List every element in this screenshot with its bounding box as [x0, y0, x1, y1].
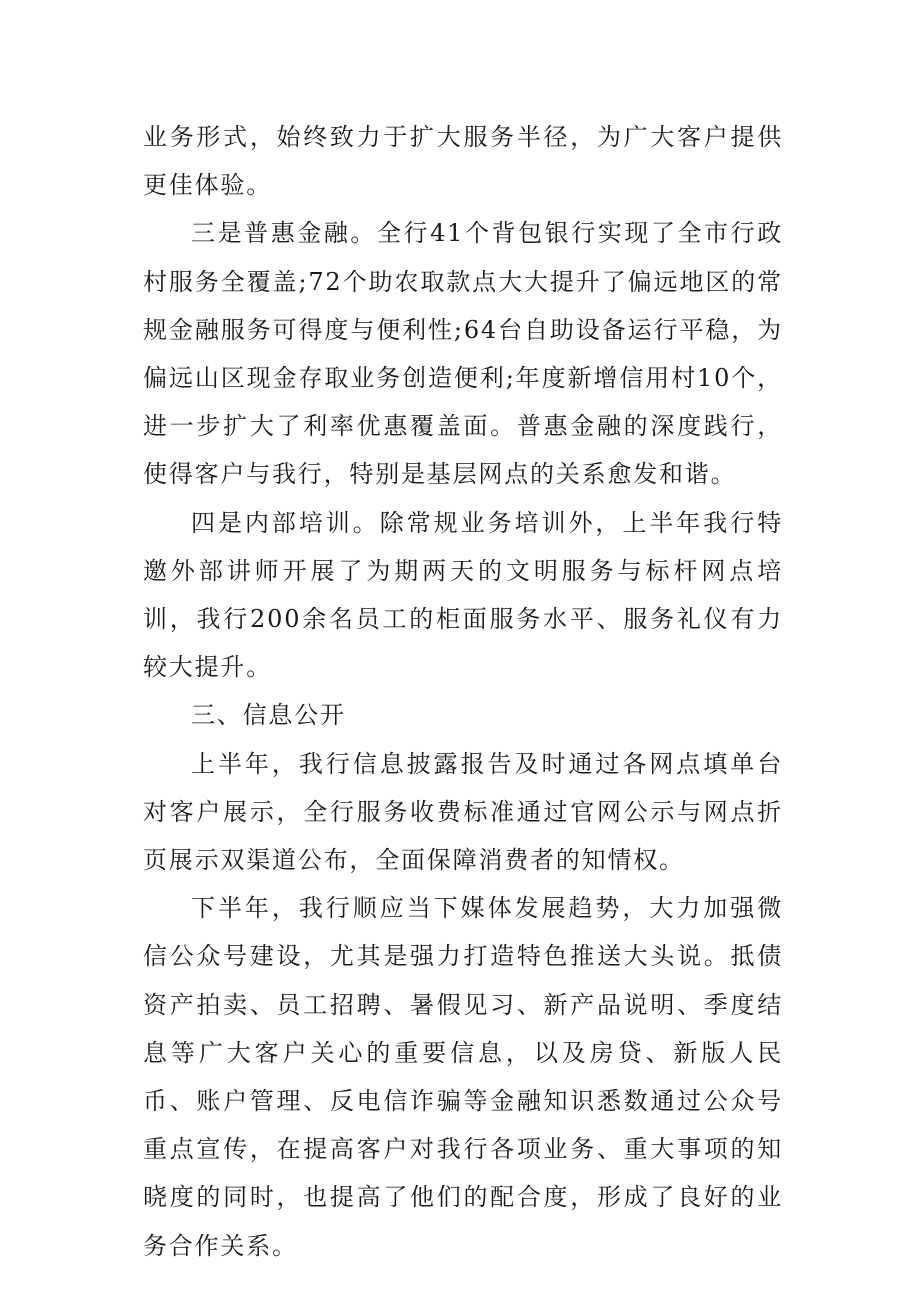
- paragraph-continuation: 业务形式，始终致力于扩大服务半径，为广大客户提供更佳体验。: [143, 123, 783, 200]
- paragraph-internal-training: 四是内部培训。除常规业务培训外，上半年我行特邀外部讲师开展了为期两天的文明服务与标杆网点培训，我行200余名员工的柜面服务水平、服务礼仪有力较大提升。: [143, 508, 783, 682]
- paragraph-first-half: 上半年，我行信息披露报告及时通过各网点填单台对客户展示，全行服务收费标准通过官网公示与网点折页展示双渠道公布，全面保障消费者的知情权。: [143, 749, 783, 875]
- paragraph-inclusive-finance: 三是普惠金融。全行41个背包银行实现了全市行政村服务全覆盖;72个助农取款点大大提升了偏远地区的常规金融服务可得度与便利性;64台自助设备运行平稳，为偏远山区现金存取业务创造便利;年度新增信用村10个，进一步扩大了利率优惠覆盖面。普惠金融的深度践行，使得客户与我行，特别是基层网点的关系愈发和谐。: [143, 219, 783, 489]
- section-heading-information-disclosure: 三、信息公开: [191, 701, 346, 730]
- paragraph-second-half: 下半年，我行顺应当下媒体发展趋势，大力加强微信公众号建设，尤其是强力打造特色推送大头说。抵债资产拍卖、员工招聘、暑假见习、新产品说明、季度结息等广大客户关心的重要信息，以及房贷、新版人民币、账户管理、反电信诈骗等金融知识悉数通过公众号重点宣传，在提高客户对我行各项业务、重大事项的知晓度的同时，也提高了他们的配合度，形成了良好的业务合作关系。: [143, 894, 783, 1260]
- document-body: [143, 113, 783, 1270]
